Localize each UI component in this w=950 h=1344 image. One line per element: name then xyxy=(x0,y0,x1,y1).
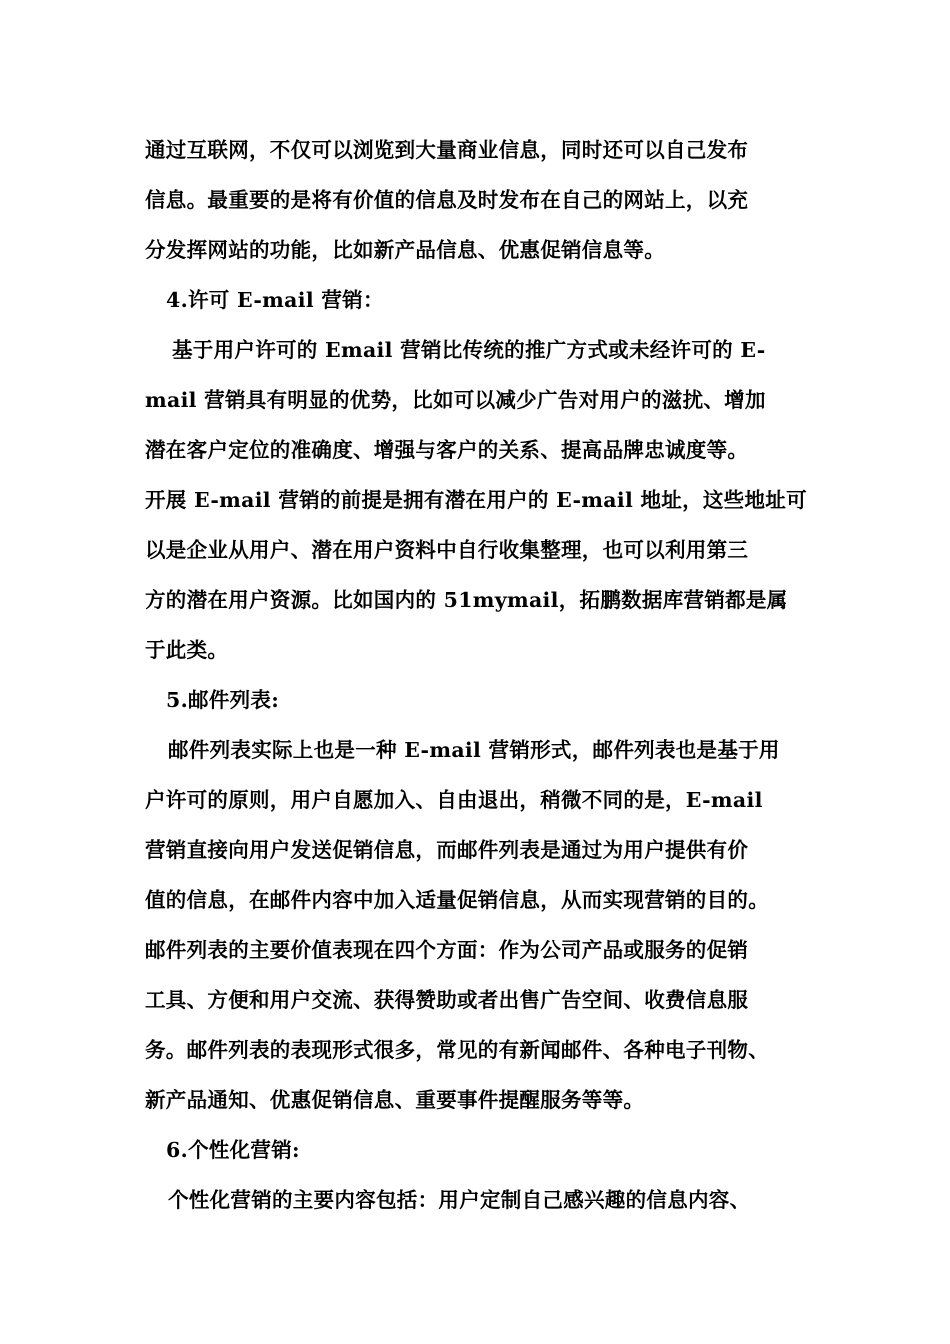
paragraph-line: 通过互联网，不仅可以浏览到大量商业信息，同时还可以自己发布 xyxy=(145,138,749,162)
paragraph-line: 邮件列表实际上也是一种 E-mail 营销形式，邮件列表也是基于用 xyxy=(168,738,780,762)
paragraph-line: 以是企业从用户、潜在用户资料中自行收集整理，也可以利用第三 xyxy=(145,538,749,562)
section-heading-4: 4.许可 E-mail 营销： xyxy=(166,288,384,312)
paragraph-line: 分发挥网站的功能，比如新产品信息、优惠促销信息等。 xyxy=(145,238,665,262)
section-heading-5: 5.邮件列表: xyxy=(166,688,280,712)
paragraph-line: 个性化营销的主要内容包括：用户定制自己感兴趣的信息内容、 xyxy=(168,1188,751,1212)
paragraph-line: 务。邮件列表的表现形式很多，常见的有新闻邮件、各种电子刊物、 xyxy=(145,1038,769,1062)
paragraph-line: 方的潜在用户资源。比如国内的 51mymail，拓鹏数据库营销都是属 xyxy=(145,588,788,612)
paragraph-line: 营销直接向用户发送促销信息，而邮件列表是通过为用户提供有价 xyxy=(145,838,749,862)
paragraph-line: 新产品通知、优惠促销信息、重要事件提醒服务等等。 xyxy=(145,1088,645,1112)
paragraph-line: 信息。最重要的是将有价值的信息及时发布在自己的网站上，以充 xyxy=(145,188,749,212)
paragraph-line: mail 营销具有明显的优势，比如可以减少广告对用户的滋扰、增加 xyxy=(145,388,766,412)
section-heading-6: 6.个性化营销: xyxy=(166,1138,300,1162)
paragraph-line: 基于用户许可的 Email 营销比传统的推广方式或未经许可的 E- xyxy=(172,338,766,362)
paragraph-line: 潜在客户定位的准确度、增强与客户的关系、提高品牌忠诚度等。 xyxy=(145,438,749,462)
paragraph-line: 邮件列表的主要价值表现在四个方面：作为公司产品或服务的促销 xyxy=(145,938,749,962)
paragraph-line: 于此类。 xyxy=(145,638,229,662)
paragraph-line: 户许可的原则，用户自愿加入、自由退出，稍微不同的是，E-mail xyxy=(145,788,763,812)
paragraph-line: 工具、方便和用户交流、获得赞助或者出售广告空间、收费信息服 xyxy=(145,988,749,1012)
paragraph-line: 开展 E-mail 营销的前提是拥有潜在用户的 E-mail 地址，这些地址可 xyxy=(145,488,807,512)
paragraph-line: 值的信息，在邮件内容中加入适量促销信息，从而实现营销的目的。 xyxy=(145,888,769,912)
